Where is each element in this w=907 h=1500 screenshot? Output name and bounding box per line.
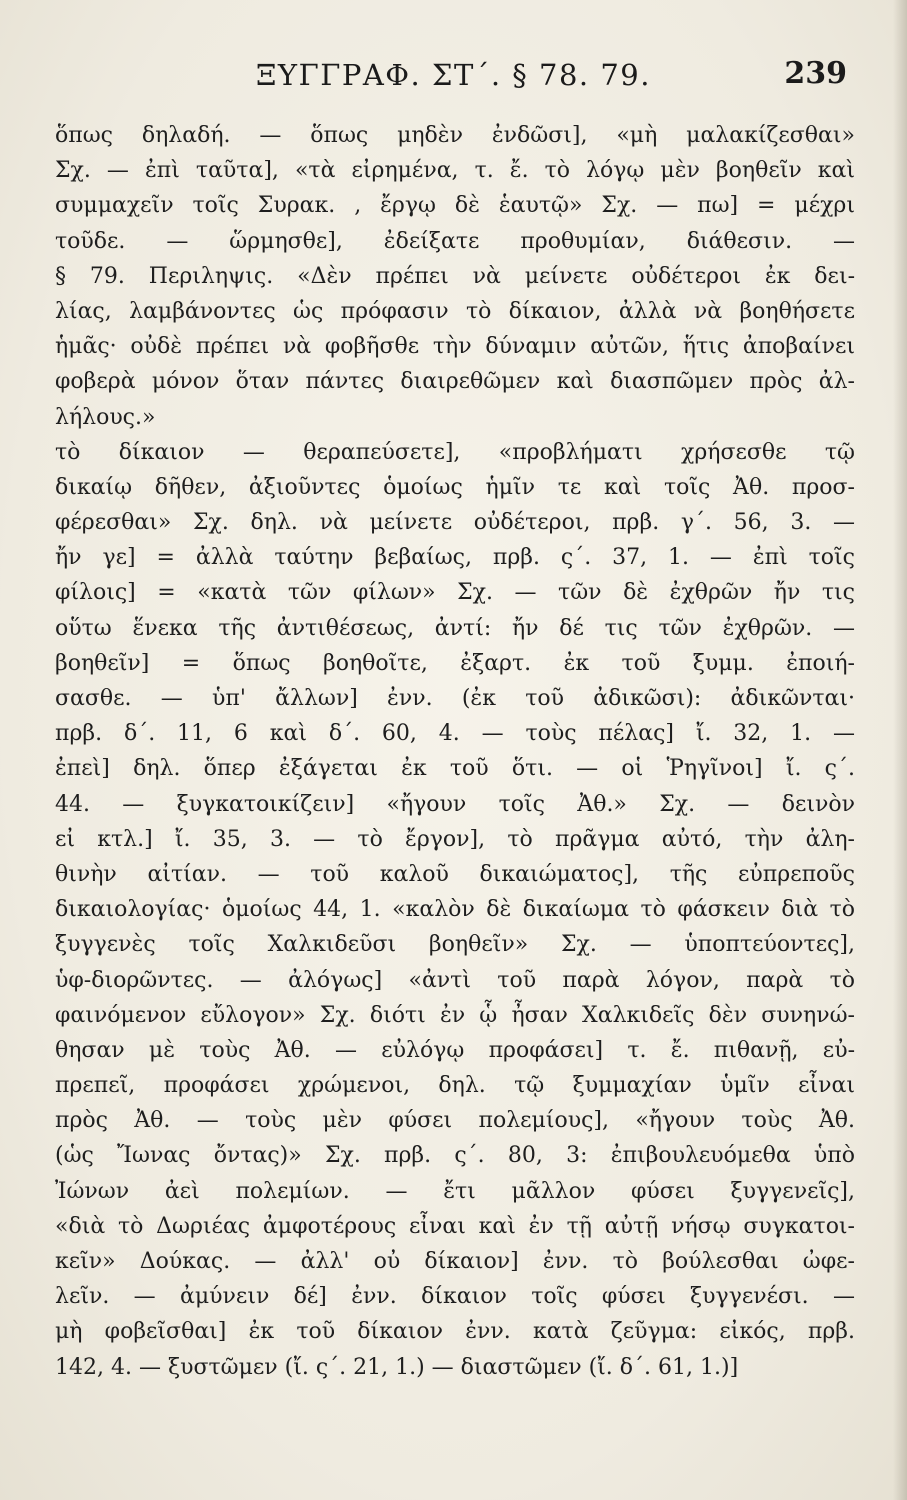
- text-line: Ἰώνων ἀεὶ πολεμίων. — ἔτι μᾶλλον φύσει ξυγγενεῖς],: [55, 1178, 855, 1204]
- text-line: § 79. Περιληψις. «Δὲν πρέπει νὰ μείνετε οὐδέτεροι ἐκ δει-: [55, 263, 855, 289]
- text-line: κεῖν» Δούκας. — ἀλλ' οὐ δίκαιον] ἐνν. τὸ βούλεσθαι ὠφε-: [55, 1249, 855, 1274]
- page-edge-shadow: [893, 0, 907, 1500]
- text-line: «διὰ τὸ Δωριέας ἀμφοτέρους εἶναι καὶ ἐν τῇ αὐτῇ νήσῳ συγκατοι-: [55, 1213, 855, 1239]
- text-line: φίλοις] = «κατὰ τῶν φίλων» Σχ. — τῶν δὲ ἐχθρῶν ἤν τις: [55, 580, 855, 606]
- text-line: φοβερὰ μόνον ὅταν πάντες διαιρεθῶμεν καὶ διασπῶμεν πρὸς ἀλ-: [55, 369, 855, 395]
- commentary-text-block: [55, 118, 855, 1385]
- text-line: ξυγγενὲς τοῖς Χαλκιδεῦσι βοηθεῖν» Σχ. — ὑποπτεύοντες],: [55, 932, 855, 958]
- text-line: οὕτω ἕνεκα τῆς ἀντιθέσεως, ἀντί: ἤν δέ τις τῶν ἐχθρῶν. —: [55, 615, 855, 641]
- text-line: πρβ. δ΄. 11, 6 καὶ δ΄. 60, 4. — τοὺς πέλας] ἴ. 32, 1. —: [55, 721, 855, 747]
- text-line: δικαιολογίας· ὁμοίως 44, 1. «καλὸν δὲ δικαίωμα τὸ φάσκειν διὰ τὸ: [55, 897, 855, 923]
- text-line: σασθε. — ὑπ' ἄλλων] ἐνν. (ἐκ τοῦ ἀδικῶσι): ἀδικῶνται·: [55, 686, 855, 711]
- text-line: ἐπεὶ] δηλ. ὅπερ ἐξάγεται ἐκ τοῦ ὅτι. — οἱ Ῥηγῖνοι] ἴ. ς΄.: [55, 756, 855, 782]
- page-header: [0, 52, 907, 102]
- text-line: φέρεσθαι» Σχ. δηλ. νὰ μείνετε οὐδέτεροι, πρβ. γ΄. 56, 3. —: [55, 510, 855, 536]
- text-line: λίας, λαμβάνοντες ὡς πρόφασιν τὸ δίκαιον, ἀλλὰ νὰ βοηθήσετε: [55, 298, 855, 324]
- text-line: λήλους.»: [55, 404, 156, 430]
- text-line: Σχ. — ἐπὶ ταῦτα], «τὰ εἰρημένα, τ. ἔ. τὸ λόγῳ μὲν βοηθεῖν καὶ: [55, 158, 855, 184]
- text-line: (ὡς Ἴωνας ὄντας)» Σχ. πρβ. ς΄. 80, 3: ἐπιβουλευόμεθα ὑπὸ: [55, 1143, 855, 1169]
- page-number: 239: [784, 56, 847, 91]
- text-line: τὸ δίκαιον — θεραπεύσετε], «προβλήματι χρήσεσθε τῷ: [55, 439, 855, 465]
- text-line: θησαν μὲ τοὺς Ἀθ. — εὐλόγῳ προφάσει] τ. ἔ. πιθανῇ, εὐ-: [55, 1037, 855, 1063]
- text-line: θινὴν αἰτίαν. — τοῦ καλοῦ δικαιώματος], τῆς εὐπρεποῦς: [55, 861, 855, 887]
- text-line: ὅπως δηλαδή. — ὅπως μηδὲν ἐνδῶσι], «μὴ μαλακίζεσθαι»: [55, 123, 855, 148]
- text-line: μὴ φοβεῖσθαι] ἐκ τοῦ δίκαιον ἐνν. κατὰ ζεῦγμα: εἰκός, πρβ.: [55, 1319, 855, 1345]
- text-line: 44. — ξυγκατοικίζειν] «ἤγουν τοῖς Ἀθ.» Σχ. — δεινὸν: [55, 791, 855, 817]
- text-line: ἡμᾶς· οὐδὲ πρέπει νὰ φοβῆσθε τὴν δύναμιν αὐτῶν, ἥτις ἀποβαίνει: [55, 334, 855, 360]
- text-line: πρεπεῖ, προφάσει χρώμενοι, δηλ. τῷ ξυμμαχίαν ὑμῖν εἶναι: [55, 1073, 855, 1099]
- text-line: βοηθεῖν] = ὅπως βοηθοῖτε, ἐξαρτ. ἐκ τοῦ ξυμμ. ἐποιή-: [55, 650, 855, 676]
- text-line: ὑφ-διορῶντες. — ἀλόγως] «ἀντὶ τοῦ παρὰ λόγον, παρὰ τὸ: [55, 967, 855, 993]
- text-line: φαινόμενον εὔλογον» Σχ. διότι ἐν ᾧ ἦσαν Χαλκιδεῖς δὲν συνηνώ-: [55, 1002, 855, 1028]
- text-line: πρὸς Ἀθ. — τοὺς μὲν φύσει πολεμίους], «ἤγουν τοὺς Ἀθ.: [55, 1108, 855, 1134]
- text-line: 142, 4. — ξυστῶμεν (ἴ. ς΄. 21, 1.) — διαστῶμεν (ἴ. δ΄. 61, 1.)]: [55, 1354, 739, 1380]
- text-line: συμμαχεῖν τοῖς Συρακ. , ἔργῳ δὲ ἑαυτῷ» Σχ. — πω] = μέχρι: [55, 193, 855, 219]
- text-line: τοῦδε. — ὥρμησθε], ἐδείξατε προθυμίαν, διάθεσιν. —: [55, 228, 855, 254]
- text-line: ἤν γε] = ἀλλὰ ταύτην βεβαίως, πρβ. ς΄. 37, 1. — ἐπὶ τοῖς: [55, 545, 855, 571]
- running-head: ΞΥΓΓΡΑΦ. ΣΤ΄. § 78. 79.: [256, 58, 651, 92]
- text-line: δικαίῳ δῆθεν, ἀξιοῦντες ὁμοίως ἡμῖν τε καὶ τοῖς Ἀθ. προσ-: [55, 474, 855, 500]
- text-line: εἰ κτλ.] ἴ. 35, 3. — τὸ ἔργον], τὸ πρᾶγμα αὐτό, τὴν ἀλη-: [55, 826, 855, 852]
- text-line: λεῖν. — ἀμύνειν δέ] ἐνν. δίκαιον τοῖς φύσει ξυγγενέσι. —: [55, 1284, 855, 1310]
